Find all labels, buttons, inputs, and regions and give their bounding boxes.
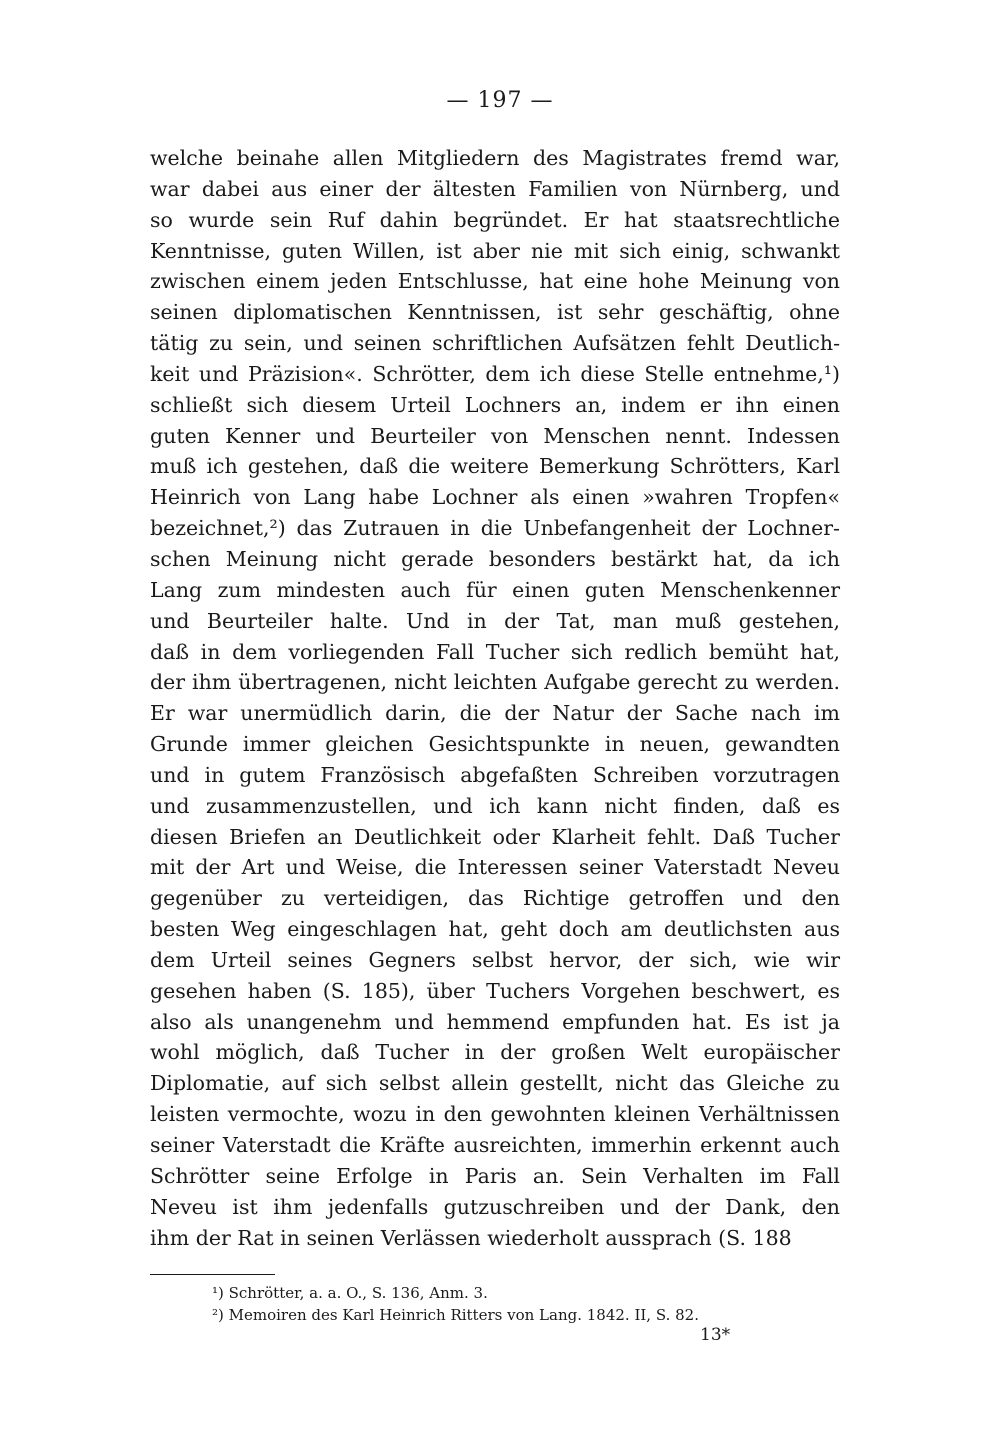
text-line: und zusammenzustellen, und ich kann nicht finden, daß es xyxy=(150,793,840,818)
signature-mark: 13* xyxy=(700,1325,731,1345)
text-line: mit der Art und Weise, die Interessen seiner Vaterstadt Neveu xyxy=(150,855,840,880)
text-line: und in gutem Französisch abgefaßten Schreiben vorzutragen xyxy=(150,762,840,787)
text-line: also als unangenehm und hemmend empfunden hat. Es ist ja xyxy=(150,1009,840,1034)
footnotes xyxy=(212,1282,852,1326)
footnote-rule xyxy=(150,1274,275,1275)
text-line: seinen diplomatischen Kenntnissen, ist sehr geschäftig, ohne xyxy=(150,300,840,325)
text-line: tätig zu sein, und seinen schriftlichen Aufsätzen fehlt Deutlich- xyxy=(150,331,840,356)
text-line: gegenüber zu verteidigen, das Richtige getroffen und den xyxy=(150,886,840,911)
text-line: besten Weg eingeschlagen hat, geht doch am deutlichsten aus xyxy=(150,917,840,942)
text-line: seiner Vaterstadt die Kräfte ausreichten, immerhin erkennt auch xyxy=(150,1133,840,1157)
text-line: und Beurteiler halte. Und in der Tat, man muß gestehen, xyxy=(150,608,840,633)
text-line: keit und Präzision«. Schrötter, dem ich diese Stelle entnehme,¹) xyxy=(150,361,840,386)
text-line: zwischen einem jeden Entschlusse, hat eine hohe Meinung von xyxy=(150,269,840,294)
text-line: Grunde immer gleichen Gesichtspunkte in neuen, gewandten xyxy=(150,732,840,757)
text-line: war dabei aus einer der ältesten Familien von Nürnberg, und xyxy=(150,176,840,201)
text-line: wohl möglich, daß Tucher in der großen Welt europäischer xyxy=(150,1040,840,1065)
text-line: muß ich gestehen, daß die weitere Bemerkung Schrötters, Karl xyxy=(150,454,840,479)
text-line: gesehen haben (S. 185), über Tuchers Vorgehen beschwert, es xyxy=(150,978,840,1003)
text-line: der ihm übertragenen, nicht leichten Aufgabe gerecht zu werden. xyxy=(150,670,840,695)
text-line: Heinrich von Lang habe Lochner als einen »wahren Tropfen« xyxy=(150,485,840,510)
text-line: bezeichnet,²) das Zutrauen in die Unbefangenheit der Lochner- xyxy=(150,516,840,541)
text-line: Neveu ist ihm jedenfalls gutzuschreiben und der Dank, den xyxy=(150,1194,840,1219)
text-line: welche beinahe allen Mitgliedern des Magistrates fremd war, xyxy=(150,146,840,170)
text-line: dem Urteil seines Gegners selbst hervor, der sich, wie wir xyxy=(150,947,840,972)
text-line: Kenntnisse, guten Willen, ist aber nie mit sich einig, schwankt xyxy=(150,238,840,263)
text-line: guten Kenner und Beurteiler von Menschen nennt. Indessen xyxy=(150,423,840,448)
text-line: Schrötter seine Erfolge in Paris an. Sein Verhalten im Fall xyxy=(150,1163,840,1188)
text-line: leisten vermochte, wozu in den gewohnten kleinen Verhältnissen xyxy=(150,1102,840,1127)
footnote: ²) Memoiren des Karl Heinrich Ritters von Lang. 1842. II, S. 82. xyxy=(212,1306,699,1324)
text-line: ihm der Rat in seinen Verlässen wiederholt aussprach (S. 188 xyxy=(150,1225,792,1250)
text-line: Er war unermüdlich darin, die der Natur der Sache nach im xyxy=(150,701,840,726)
text-line: Lang zum mindesten auch für einen guten Menschenkenner xyxy=(150,577,840,602)
text-line: Diplomatie, auf sich selbst allein gestellt, nicht das Gleiche zu xyxy=(150,1071,840,1096)
text-line: schließt sich diesem Urteil Lochners an, indem er ihn einen xyxy=(150,392,840,417)
body-text xyxy=(150,143,840,1253)
page-number: — 197 — xyxy=(446,88,554,113)
footnote: ¹) Schrötter, a. a. O., S. 136, Anm. 3. xyxy=(212,1284,488,1302)
text-line: schen Meinung nicht gerade besonders bestärkt hat, da ich xyxy=(150,546,840,571)
text-line: daß in dem vorliegenden Fall Tucher sich redlich bemüht hat, xyxy=(150,639,840,664)
text-line: diesen Briefen an Deutlichkeit oder Klarheit fehlt. Daß Tucher xyxy=(150,824,840,849)
text-line: so wurde sein Ruf dahin begründet. Er hat staatsrechtliche xyxy=(150,207,840,232)
